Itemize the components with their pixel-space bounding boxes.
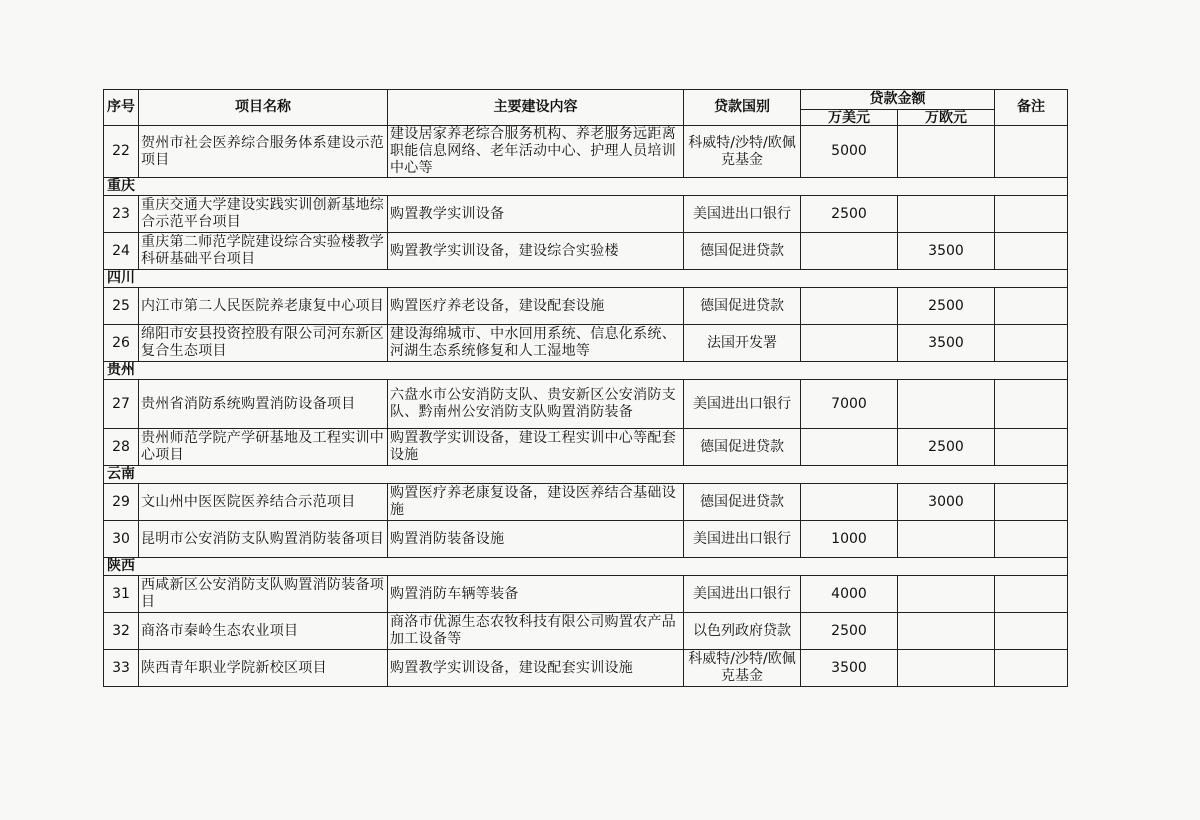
project-name: 内江市第二人民医院养老康复中心项目 <box>139 288 388 325</box>
row-number: 31 <box>104 576 139 613</box>
loan-country: 科威特/沙特/欧佩克基金 <box>684 126 801 178</box>
remark <box>995 380 1068 429</box>
table-row <box>104 288 1068 325</box>
construction-content: 建设海绵城市、中水回用系统、信息化系统、河湖生态系统修复和人工湿地等 <box>388 325 684 362</box>
remark <box>995 613 1068 650</box>
construction-content: 六盘水市公安消防支队、贵安新区公安消防支队、黔南州公安消防支队购置消防装备 <box>388 380 684 429</box>
header-remark: 备注 <box>995 90 1068 126</box>
construction-content: 商洛市优源生态农牧科技有限公司购置农产品加工设备等 <box>388 613 684 650</box>
row-number: 33 <box>104 650 139 687</box>
region-row <box>104 466 1068 484</box>
region-row <box>104 270 1068 288</box>
region-label: 四川 <box>104 270 1068 288</box>
region-label: 重庆 <box>104 178 1068 196</box>
remark <box>995 288 1068 325</box>
construction-content: 购置消防装备设施 <box>388 521 684 558</box>
project-name: 绵阳市安县投资控股有限公司河东新区复合生态项目 <box>139 325 388 362</box>
loan-country: 以色列政府贷款 <box>684 613 801 650</box>
loan-country: 法国开发署 <box>684 325 801 362</box>
amount-usd: 2500 <box>801 613 898 650</box>
amount-eur: 3500 <box>898 325 995 362</box>
header-amount: 贷款金额 <box>801 90 995 110</box>
construction-content: 购置教学实训设备 <box>388 196 684 233</box>
amount-usd: 4000 <box>801 576 898 613</box>
project-name: 商洛市秦岭生态农业项目 <box>139 613 388 650</box>
region-label: 贵州 <box>104 362 1068 380</box>
amount-usd: 7000 <box>801 380 898 429</box>
row-number: 23 <box>104 196 139 233</box>
construction-content: 购置教学实训设备，建设综合实验楼 <box>388 233 684 270</box>
amount-eur <box>898 380 995 429</box>
region-row <box>104 362 1068 380</box>
loan-country: 美国进出口银行 <box>684 380 801 429</box>
remark <box>995 196 1068 233</box>
region-label: 陕西 <box>104 558 1068 576</box>
amount-usd <box>801 484 898 521</box>
remark <box>995 484 1068 521</box>
table-header <box>104 90 1068 126</box>
construction-content: 购置教学实训设备，建设配套实训设施 <box>388 650 684 687</box>
amount-usd: 3500 <box>801 650 898 687</box>
row-number: 22 <box>104 126 139 178</box>
construction-content: 购置消防车辆等装备 <box>388 576 684 613</box>
loan-country: 美国进出口银行 <box>684 521 801 558</box>
region-row <box>104 558 1068 576</box>
amount-eur: 3500 <box>898 233 995 270</box>
amount-eur <box>898 196 995 233</box>
table-row <box>104 429 1068 466</box>
amount-usd <box>801 429 898 466</box>
header-name: 项目名称 <box>139 90 388 126</box>
row-number: 28 <box>104 429 139 466</box>
table-row <box>104 233 1068 270</box>
row-number: 29 <box>104 484 139 521</box>
table-row <box>104 576 1068 613</box>
remark <box>995 126 1068 178</box>
remark <box>995 576 1068 613</box>
remark <box>995 325 1068 362</box>
construction-content: 建设居家养老综合服务机构、养老服务远距离职能信息网络、老年活动中心、护理人员培训中心等 <box>388 126 684 178</box>
row-number: 32 <box>104 613 139 650</box>
table-row <box>104 380 1068 429</box>
table-row <box>104 650 1068 687</box>
amount-usd: 2500 <box>801 196 898 233</box>
region-row <box>104 178 1068 196</box>
amount-eur: 3000 <box>898 484 995 521</box>
table-row <box>104 484 1068 521</box>
amount-usd <box>801 288 898 325</box>
loan-country: 德国促进贷款 <box>684 484 801 521</box>
amount-eur <box>898 650 995 687</box>
row-number: 25 <box>104 288 139 325</box>
loan-projects-table <box>103 89 1068 687</box>
construction-content: 购置医疗养老设备，建设配套设施 <box>388 288 684 325</box>
amount-usd <box>801 233 898 270</box>
amount-eur: 2500 <box>898 429 995 466</box>
header-content: 主要建设内容 <box>388 90 684 126</box>
loan-country: 德国促进贷款 <box>684 429 801 466</box>
row-number: 26 <box>104 325 139 362</box>
construction-content: 购置教学实训设备，建设工程实训中心等配套设施 <box>388 429 684 466</box>
loan-country: 德国促进贷款 <box>684 288 801 325</box>
table-row <box>104 325 1068 362</box>
amount-usd <box>801 325 898 362</box>
project-name: 贵州省消防系统购置消防设备项目 <box>139 380 388 429</box>
header-eur: 万欧元 <box>898 110 995 126</box>
project-name: 重庆交通大学建设实践实训创新基地综合示范平台项目 <box>139 196 388 233</box>
project-name: 文山州中医医院医养结合示范项目 <box>139 484 388 521</box>
loan-country: 美国进出口银行 <box>684 576 801 613</box>
project-name: 贺州市社会医养综合服务体系建设示范项目 <box>139 126 388 178</box>
amount-eur: 2500 <box>898 288 995 325</box>
amount-eur <box>898 613 995 650</box>
project-name: 贵州师范学院产学研基地及工程实训中心项目 <box>139 429 388 466</box>
header-country: 贷款国别 <box>684 90 801 126</box>
remark <box>995 521 1068 558</box>
remark <box>995 429 1068 466</box>
region-label: 云南 <box>104 466 1068 484</box>
loan-country: 科威特/沙特/欧佩克基金 <box>684 650 801 687</box>
table-row <box>104 196 1068 233</box>
header-no: 序号 <box>104 90 139 126</box>
project-name: 昆明市公安消防支队购置消防装备项目 <box>139 521 388 558</box>
header-usd: 万美元 <box>801 110 898 126</box>
remark <box>995 233 1068 270</box>
row-number: 30 <box>104 521 139 558</box>
project-name: 陕西青年职业学院新校区项目 <box>139 650 388 687</box>
loan-country: 德国促进贷款 <box>684 233 801 270</box>
project-name: 重庆第二师范学院建设综合实验楼教学科研基础平台项目 <box>139 233 388 270</box>
table-row <box>104 126 1068 178</box>
loan-country: 美国进出口银行 <box>684 196 801 233</box>
project-name: 西咸新区公安消防支队购置消防装备项目 <box>139 576 388 613</box>
row-number: 24 <box>104 233 139 270</box>
amount-eur <box>898 126 995 178</box>
table-row <box>104 613 1068 650</box>
amount-usd: 1000 <box>801 521 898 558</box>
construction-content: 购置医疗养老康复设备，建设医养结合基础设施 <box>388 484 684 521</box>
table-row <box>104 521 1068 558</box>
amount-usd: 5000 <box>801 126 898 178</box>
amount-eur <box>898 521 995 558</box>
remark <box>995 650 1068 687</box>
row-number: 27 <box>104 380 139 429</box>
amount-eur <box>898 576 995 613</box>
table-body <box>104 126 1068 687</box>
